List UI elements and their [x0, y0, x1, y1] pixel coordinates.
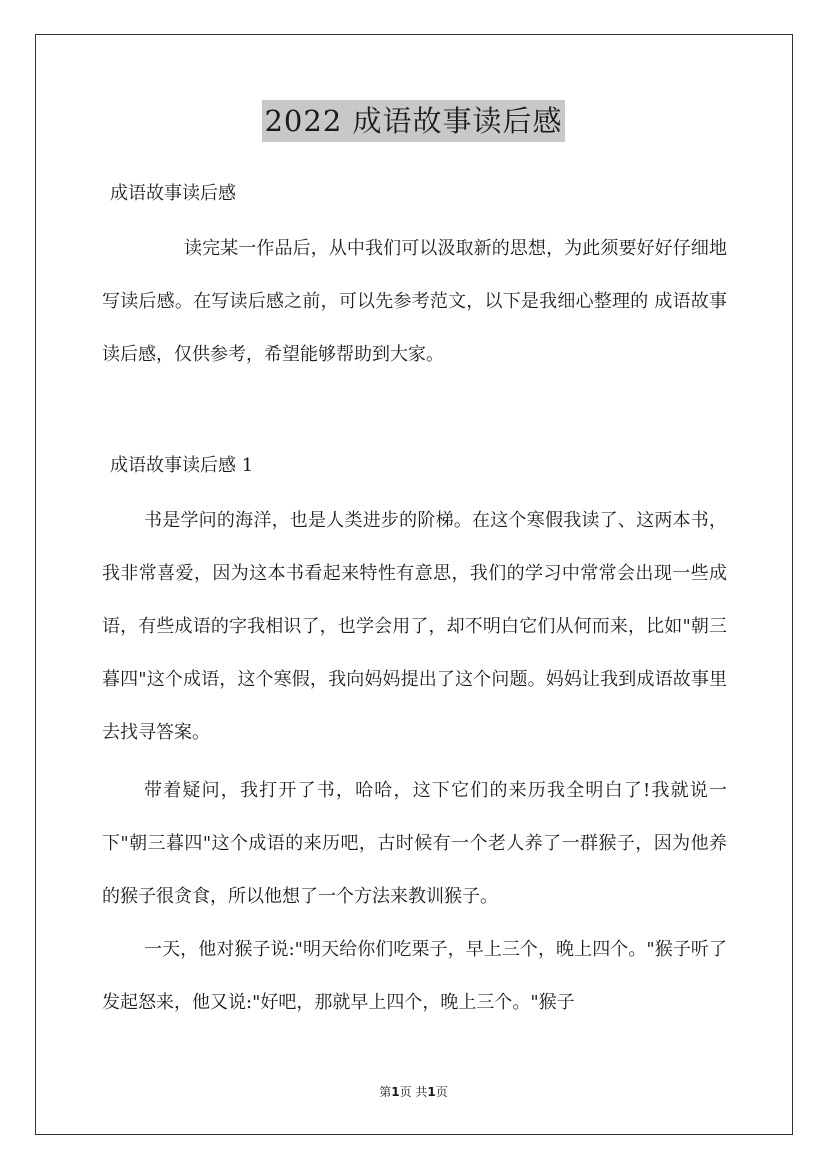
title-container [0, 100, 827, 142]
footer-page-number: 1 [391, 1085, 400, 1099]
footer-total-pages: 1 [427, 1085, 436, 1099]
body-paragraph-3: 一天，他对猴子说:"明天给你们吃栗子，早上三个，晚上四个。"猴子听了发起怒来，他又说:"好吧，那就早上四个，晚上三个。"猴子 [102, 939, 727, 1013]
footer-prefix: 第 [379, 1085, 392, 1099]
section-heading: 成语故事读后感 1 [110, 455, 254, 476]
footer-suffix: 页 [435, 1085, 448, 1099]
intro-paragraph: 读完某一作品后，从中我们可以汲取新的思想，为此须要好好仔细地写读后感。在写读后感之前，可以先参考范文，以下是我细心整理的 成语故事读后感，仅供参考，希望能够帮助到大家。 [102, 238, 727, 365]
document-subtitle: 成语故事读后感 [110, 183, 236, 204]
body-paragraph-1: 书是学问的海洋，也是人类进步的阶梯。在这个寒假我读了、这两本书，我非常喜爱，因为这本书看起来特性有意思，我们的学习中常常会出现一些成语，有些成语的字我相识了，也学会用了，却不明白它们从何而来，比如"朝三暮四"这个成语，这个寒假，我向妈妈提出了这个问题。妈妈让我到成语故事里去找寻答案。 [102, 510, 727, 743]
footer-mid: 页 共 [399, 1085, 428, 1099]
document-title: 2022 成语故事读后感 [262, 100, 564, 142]
body-paragraph-2: 带着疑问，我打开了书，哈哈，这下它们的来历我全明白了!我就说一下"朝三暮四"这个成语的来历吧，古时候有一个老人养了一群猴子，因为他养的猴子很贪食，所以他想了一个方法来教训猴子。 [102, 780, 727, 907]
page-footer [0, 1084, 827, 1100]
